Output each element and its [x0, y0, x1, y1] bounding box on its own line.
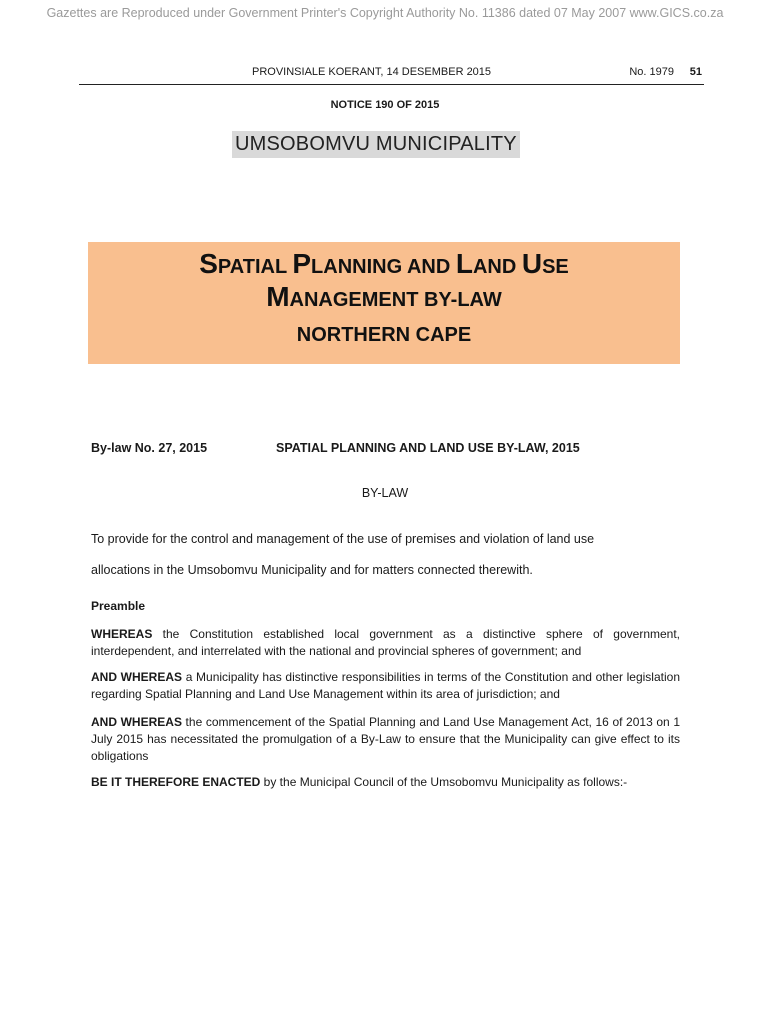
bylaw-number: By-law No. 27, 2015 [91, 441, 208, 455]
paragraph-lead: BE IT THEREFORE ENACTED [91, 775, 261, 789]
notice-number: NOTICE 190 OF 2015 [330, 99, 440, 111]
title-cap: P [292, 248, 312, 279]
title-cap: S [199, 248, 218, 279]
title-text: PATIAL [217, 256, 293, 278]
enactment-paragraph [91, 774, 651, 791]
paragraph-text: a Municipality has distinctive responsibilities in terms of the Constitution and other legislation regarding Spatial Planning and Land Use Management within its area of jurisdiction; and [91, 670, 680, 701]
title-cap: M [266, 281, 290, 312]
preamble-paragraph-3 [91, 714, 680, 765]
preamble-paragraph-1 [91, 626, 680, 660]
copyright-watermark: Gazettes are Reproduced under Government Printer's Copyright Authority No. 11386 dated 07 May 2007 www.GICS.co.za [46, 6, 724, 20]
bylaw-label: BY-LAW [361, 486, 409, 500]
municipality-name: UMSOBOMVU MUNICIPALITY [232, 131, 520, 158]
page-number: 51 [689, 66, 702, 78]
title-cap: U [521, 248, 543, 279]
title-text: LANNING AND [311, 256, 456, 278]
title-text: ANAGEMENT BY-LAW [289, 289, 502, 311]
title-box [88, 242, 680, 364]
title-text: SE [542, 256, 569, 278]
gazette-title: PROVINSIALE KOERANT, 14 DESEMBER 2015 [252, 66, 492, 78]
paragraph-lead: AND WHEREAS [91, 715, 182, 729]
title-text: AND [472, 256, 522, 278]
paragraph-text: the Constitution established local government as a distinctive sphere of government, interdependent, and interrelated with the national and provincial spheres of government; and [91, 627, 680, 658]
preamble-paragraph-2 [91, 669, 680, 703]
paragraph-lead: AND WHEREAS [91, 670, 183, 684]
region-subtitle: NORTHERN CAPE [296, 324, 472, 346]
bylaw-title: SPATIAL PLANNING AND LAND USE BY-LAW, 2015 [276, 441, 580, 455]
title-line-1 [88, 248, 680, 280]
title-line-2 [88, 281, 680, 313]
preamble-heading: Preamble [91, 599, 146, 613]
running-header [79, 66, 704, 85]
title-cap: L [455, 248, 473, 279]
purpose-line-1: To provide for the control and management of the use of premises and violation of land use [91, 532, 595, 546]
paragraph-text: by the Municipal Council of the Umsobomvu Municipality as follows:- [260, 775, 628, 789]
paragraph-lead: WHEREAS [91, 627, 153, 641]
purpose-line-2: allocations in the Umsobomvu Municipality and for matters connected therewith. [91, 563, 533, 577]
issue-number: No. 1979 [629, 66, 674, 78]
paragraph-text: the commencement of the Spatial Planning and Land Use Management Act, 16 of 2013 on 1 July 2015 has necessitated the promulgation of a By-Law to ensure that the Municipality can give effect to its obligations [91, 715, 680, 763]
